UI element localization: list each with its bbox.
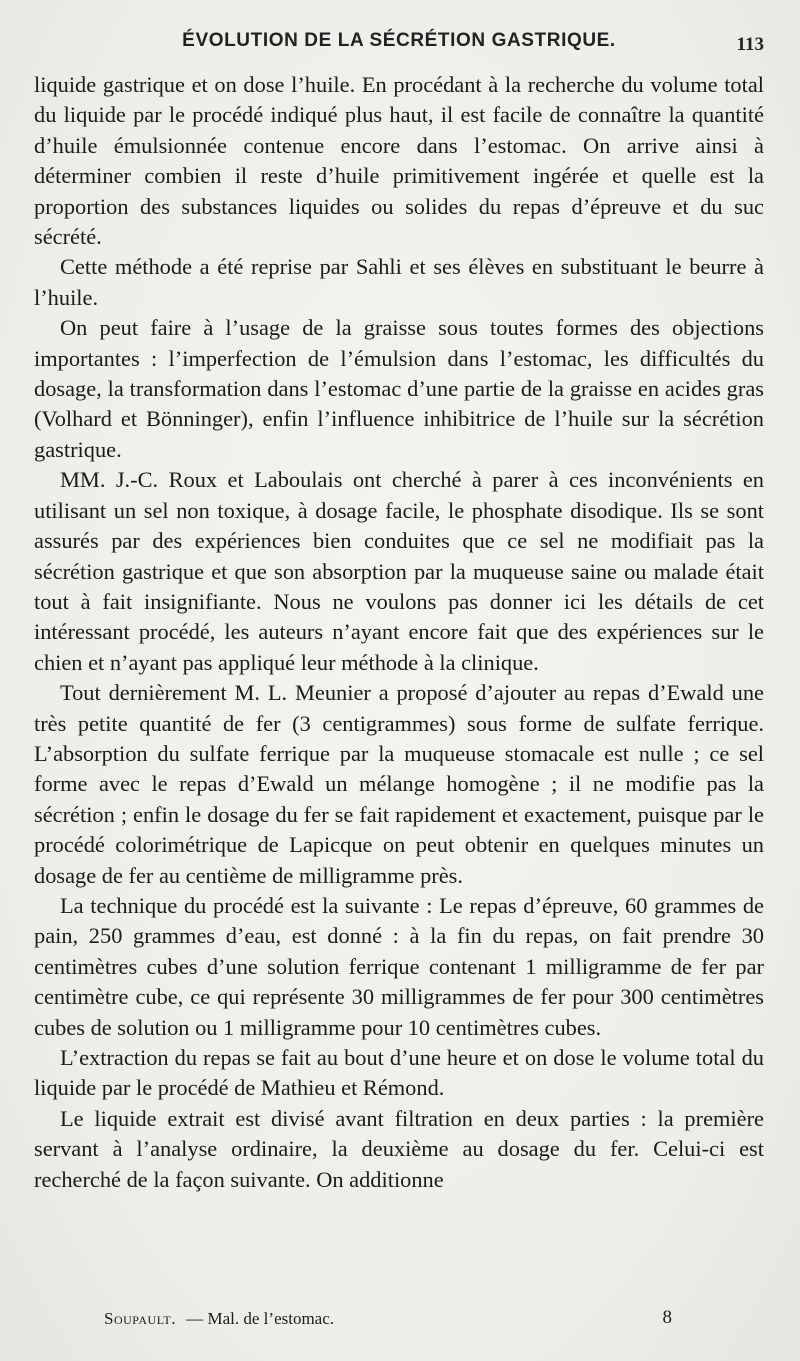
- paragraph: On peut faire à l’usage de la graisse sous toutes formes des objections importantes : l’imperfection de l’émulsion dans l’estomac, les difficultés du dosage, la transformation dans l’estomac d’une partie de la graisse en acides gras (Volhard et Bönninger), enfin l’influence inhibitrice de l’huile sur la sécrétion gastrique.: [34, 315, 764, 462]
- paragraph: MM. J.-C. Roux et Laboulais ont cherché à parer à ces inconvénients en utilisant un sel non toxique, à dosage facile, le phosphate disodique. Ils se sont assurés par des expériences bien conduites que ce sel ne modifiait pas la sécrétion gastrique et que son absorption par la muqueuse saine ou malade était tout à fait insignifiante. Nous ne voulons pas donner ici les détails de cet intéressant procédé, les auteurs n’ayant encore fait que des expériences sur le chien et n’ayant pas appliqué leur méthode à la clinique.: [34, 467, 764, 675]
- footer-book-title: — Mal. de l’estomac.: [186, 1309, 335, 1328]
- body-text: [34, 70, 764, 1195]
- paragraph: Le liquide extrait est divisé avant filtration en deux parties : la première servant à l’analyse ordinaire, la deuxième au dosage du fer. Celui-ci est recherché de la façon suivante. On additionne: [34, 1105, 764, 1192]
- signature-mark: 8: [662, 1307, 672, 1328]
- page-title: ÉVOLUTION DE LA SÉCRÉTION GASTRIQUE.: [182, 30, 616, 51]
- page-footer: [104, 1309, 672, 1329]
- paragraph: Cette méthode a été reprise par Sahli et ses élèves en substituant le beurre à l’huile.: [34, 254, 764, 310]
- paragraph-continued: liquide gastrique et on dose l’huile. En procédant à la recherche du volume total du liquide par le procédé indiqué plus haut, il est facile de connaître la quantité d’huile émulsionnée contenue encore dans l’estomac. On arrive ainsi à déterminer combien il reste d’huile primitivement ingérée et quelle est la proportion des substances liquides ou solides du repas d’épreuve et du suc sécrété.: [34, 72, 764, 250]
- running-head: [34, 26, 764, 60]
- paragraph: L’extraction du repas se fait au bout d’une heure et on dose le volume total du liquide par le procédé de Mathieu et Rémond.: [34, 1045, 764, 1101]
- footer-author: Soupault.: [104, 1309, 176, 1328]
- paragraph: Tout dernièrement M. L. Meunier a proposé d’ajouter au repas d’Ewald une très petite quantité de fer (3 centigrammes) sous forme de sulfate ferrique. L’absorption du sulfate ferrique par la muqueuse stomacale est nulle ; ce sel forme avec le repas d’Ewald un mélange homogène ; il ne modifie pas la sécrétion ; enfin le dosage du fer se fait rapidement et exactement, puisque par le procédé colorimétrique de Lapicque on peut obtenir en quelques minutes un dosage de fer au centième de milligramme près.: [34, 680, 764, 888]
- page-number: 113: [736, 34, 764, 55]
- paragraph: La technique du procédé est la suivante : Le repas d’épreuve, 60 grammes de pain, 250 grammes d’eau, est donné : à la fin du repas, on fait prendre 30 centimètres cubes d’une solution ferrique contenant 1 milligramme de fer par centimètre cube, ce qui représente 30 milligrammes de fer pour 300 centimètres cubes de solution ou 1 milligramme pour 10 centimètres cubes.: [34, 892, 764, 1040]
